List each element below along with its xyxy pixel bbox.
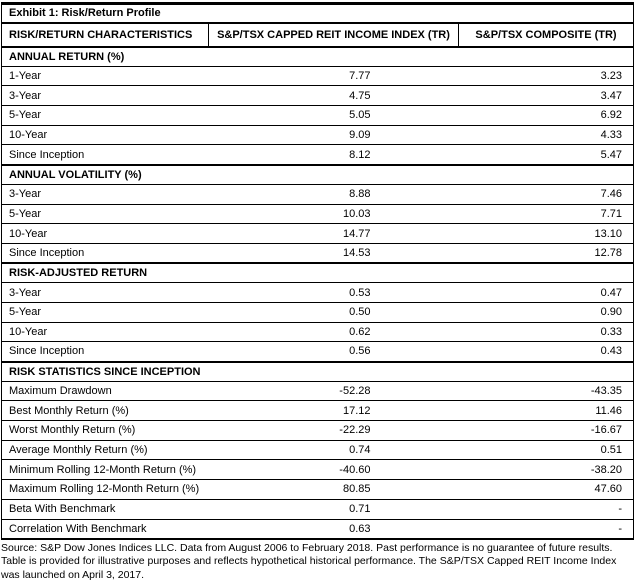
table-row bbox=[2, 302, 634, 322]
reit-index-value: 14.53 bbox=[209, 243, 459, 263]
table-row bbox=[2, 145, 634, 165]
column-header-characteristics: RISK/RETURN CHARACTERISTICS bbox=[2, 23, 209, 47]
table-body bbox=[2, 47, 634, 539]
reit-index-value: 7.77 bbox=[209, 66, 459, 86]
reit-index-value: -22.29 bbox=[209, 421, 459, 441]
reit-index-value: 5.05 bbox=[209, 106, 459, 126]
row-label: 5-Year bbox=[2, 302, 209, 322]
reit-index-value: 4.75 bbox=[209, 86, 459, 106]
composite-value: 3.23 bbox=[459, 66, 634, 86]
section-header-row bbox=[2, 263, 634, 283]
column-header-row bbox=[2, 23, 634, 47]
composite-value: 0.33 bbox=[459, 322, 634, 342]
row-label: Correlation With Benchmark bbox=[2, 519, 209, 539]
table-row bbox=[2, 243, 634, 263]
table-row bbox=[2, 480, 634, 500]
table-row bbox=[2, 283, 634, 303]
row-label: 5-Year bbox=[2, 204, 209, 224]
composite-value: 0.43 bbox=[459, 342, 634, 362]
table-title: Exhibit 1: Risk/Return Profile bbox=[2, 4, 634, 23]
row-label: 1-Year bbox=[2, 66, 209, 86]
table-row bbox=[2, 342, 634, 362]
section-header: RISK STATISTICS SINCE INCEPTION bbox=[2, 362, 634, 382]
table-row bbox=[2, 381, 634, 401]
row-label: Maximum Drawdown bbox=[2, 381, 209, 401]
reit-index-value: 14.77 bbox=[209, 224, 459, 244]
column-header-composite: S&P/TSX COMPOSITE (TR) bbox=[459, 23, 634, 47]
reit-index-value: 9.09 bbox=[209, 125, 459, 145]
reit-index-value: 8.88 bbox=[209, 184, 459, 204]
section-header-row bbox=[2, 47, 634, 67]
table-row bbox=[2, 224, 634, 244]
composite-value: 3.47 bbox=[459, 86, 634, 106]
row-label: Since Inception bbox=[2, 342, 209, 362]
table-title-row bbox=[2, 4, 634, 23]
composite-value: 13.10 bbox=[459, 224, 634, 244]
section-header: RISK-ADJUSTED RETURN bbox=[2, 263, 634, 283]
row-label: 3-Year bbox=[2, 283, 209, 303]
reit-index-value: 17.12 bbox=[209, 401, 459, 421]
row-label: Beta With Benchmark bbox=[2, 499, 209, 519]
reit-index-value: 0.56 bbox=[209, 342, 459, 362]
table-row bbox=[2, 204, 634, 224]
section-header: ANNUAL VOLATILITY (%) bbox=[2, 165, 634, 185]
composite-value: 6.92 bbox=[459, 106, 634, 126]
composite-value: - bbox=[459, 519, 634, 539]
table-row bbox=[2, 519, 634, 539]
row-label: 3-Year bbox=[2, 184, 209, 204]
row-label: Since Inception bbox=[2, 243, 209, 263]
source-note: Source: S&P Dow Jones Indices LLC. Data from August 2006 to February 2018. Past performance is no guarantee of future results. Table is provided for illustrative purposes and reflects hypothetical historical performance. The S&P/TSX Capped REIT Income Index was launched on April 3, 2017. bbox=[1, 541, 617, 581]
row-label: Minimum Rolling 12-Month Return (%) bbox=[2, 460, 209, 480]
reit-index-value: 0.63 bbox=[209, 519, 459, 539]
table-row bbox=[2, 499, 634, 519]
section-header-row bbox=[2, 362, 634, 382]
composite-value: 7.71 bbox=[459, 204, 634, 224]
composite-value: 4.33 bbox=[459, 125, 634, 145]
row-label: Worst Monthly Return (%) bbox=[2, 421, 209, 441]
column-header-reit-index: S&P/TSX CAPPED REIT INCOME INDEX (TR) bbox=[209, 23, 459, 47]
composite-value: 7.46 bbox=[459, 184, 634, 204]
reit-index-value: 0.74 bbox=[209, 440, 459, 460]
row-label: Since Inception bbox=[2, 145, 209, 165]
table-row bbox=[2, 106, 634, 126]
table-row bbox=[2, 421, 634, 441]
row-label: 10-Year bbox=[2, 322, 209, 342]
table-row bbox=[2, 322, 634, 342]
row-label: 5-Year bbox=[2, 106, 209, 126]
row-label: Average Monthly Return (%) bbox=[2, 440, 209, 460]
composite-value: -43.35 bbox=[459, 381, 634, 401]
composite-value: 0.90 bbox=[459, 302, 634, 322]
composite-value: 5.47 bbox=[459, 145, 634, 165]
reit-index-value: 0.53 bbox=[209, 283, 459, 303]
table-row bbox=[2, 86, 634, 106]
table-row bbox=[2, 184, 634, 204]
composite-value: 12.78 bbox=[459, 243, 634, 263]
composite-value: 0.47 bbox=[459, 283, 634, 303]
row-label: 10-Year bbox=[2, 224, 209, 244]
reit-index-value: -40.60 bbox=[209, 460, 459, 480]
risk-return-table bbox=[1, 2, 634, 540]
composite-value: 47.60 bbox=[459, 480, 634, 500]
row-label: 10-Year bbox=[2, 125, 209, 145]
reit-index-value: 80.85 bbox=[209, 480, 459, 500]
composite-value: - bbox=[459, 499, 634, 519]
table-row bbox=[2, 440, 634, 460]
row-label: Best Monthly Return (%) bbox=[2, 401, 209, 421]
row-label: 3-Year bbox=[2, 86, 209, 106]
composite-value: -38.20 bbox=[459, 460, 634, 480]
reit-index-value: 8.12 bbox=[209, 145, 459, 165]
section-header: ANNUAL RETURN (%) bbox=[2, 47, 634, 67]
reit-index-value: -52.28 bbox=[209, 381, 459, 401]
row-label: Maximum Rolling 12-Month Return (%) bbox=[2, 480, 209, 500]
table-row bbox=[2, 401, 634, 421]
composite-value: 0.51 bbox=[459, 440, 634, 460]
reit-index-value: 10.03 bbox=[209, 204, 459, 224]
composite-value: 11.46 bbox=[459, 401, 634, 421]
reit-index-value: 0.71 bbox=[209, 499, 459, 519]
table-row bbox=[2, 460, 634, 480]
reit-index-value: 0.50 bbox=[209, 302, 459, 322]
reit-index-value: 0.62 bbox=[209, 322, 459, 342]
table-row bbox=[2, 66, 634, 86]
table-row bbox=[2, 125, 634, 145]
composite-value: -16.67 bbox=[459, 421, 634, 441]
section-header-row bbox=[2, 165, 634, 185]
